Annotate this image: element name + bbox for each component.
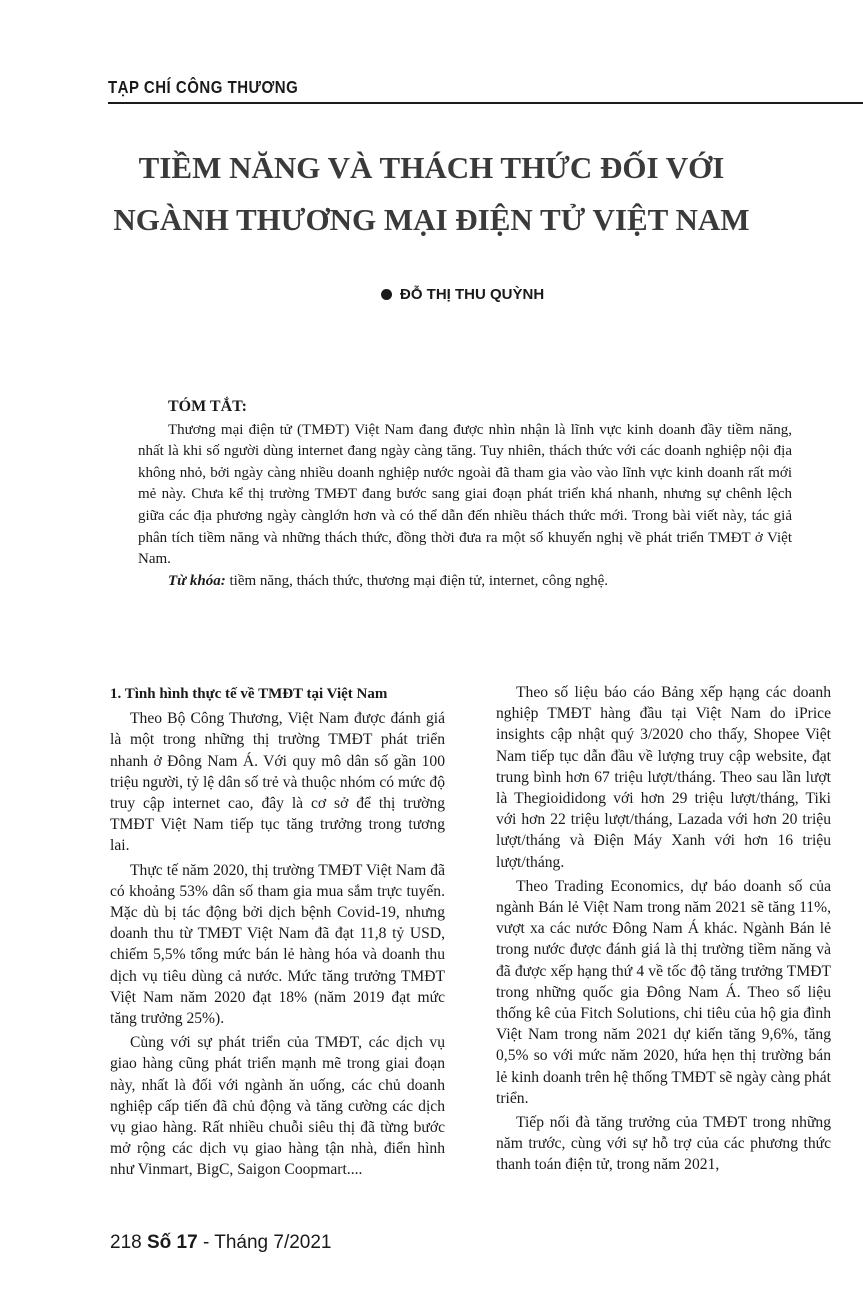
issue-date: - Tháng 7/2021	[202, 1232, 332, 1253]
keywords-label: Từ khóa:	[168, 572, 226, 589]
paragraph: Theo Bộ Công Thương, Việt Nam được đánh giá là một trong những thị trường TMĐT phát triển nhanh ở Đông Nam Á. Với quy mô dân số gần 100 triệu người, tỷ lệ dân số trẻ và thuộc nhóm có mức độ truy cập internet cao, đây là cơ sở để thị trường TMĐT Việt Nam tiếp tục tăng trưởng trong tương lai.	[110, 710, 445, 855]
abstract-body: Thương mại điện tử (TMĐT) Việt Nam đang được nhìn nhận là lĩnh vực kinh doanh đầy tiềm năng, nhất là khi số người dùng internet đang ngày càng tăng. Tuy nhiên, thách thức với các doanh nghiệp nội địa không nhỏ, bởi ngày càng nhiều doanh nghiệp nước ngoài đã tham gia vào vào lĩnh vực kinh doanh rất mới mẻ này. Chưa kể thị trường TMĐT đang bước sang giai đoạn phát triển khá nhanh, nhưng sự chênh lệch giữa các địa phương ngày cànglớn hơn và có thể dẫn đến nhiều thách thức mới. Trong bài viết này, tác giả phân tích tiềm năng và những thách thức, đồng thời đưa ra một số khuyến nghị về phát triển TMĐT ở Việt Nam.	[138, 421, 792, 568]
article-title	[0, 142, 863, 246]
journal-header: TẠP CHÍ CÔNG THƯƠNG	[108, 78, 299, 98]
bullet-icon	[381, 289, 392, 300]
abstract-heading: TÓM TẮT:	[168, 398, 247, 415]
paragraph: Tiếp nối đà tăng trưởng của TMĐT trong những năm trước, cùng với sự hỗ trợ của các phương thức thanh toán điện tử, trong năm 2021,	[496, 1114, 831, 1174]
author-name: ĐỖ THỊ THU QUỲNH	[400, 286, 545, 303]
title-line-2: NGÀNH THƯƠNG MẠI ĐIỆN TỬ VIỆT NAM	[113, 202, 750, 237]
paragraph: Thực tế năm 2020, thị trường TMĐT Việt Nam đã có khoảng 53% dân số tham gia mua sắm trực tuyến. Mặc dù bị tác động bởi dịch bệnh Covid-19, nhưng doanh thu từ TMĐT Việt Nam đã đạt 11,8 tỷ USD, chiếm 5,5% tổng mức bán lẻ hàng hóa và doanh thu dịch vụ tiêu dùng cả nước. Mức tăng trưởng TMĐT Việt Nam năm 2020 đạt 18% (năm 2019 đạt mức tăng trưởng 25%).	[110, 861, 445, 1028]
left-column	[110, 682, 445, 1184]
header-rule	[108, 102, 863, 104]
page-number: 218	[110, 1232, 142, 1253]
author-byline	[381, 286, 544, 303]
abstract-section	[138, 396, 792, 592]
issue-number: Số 17	[146, 1232, 198, 1253]
right-column	[496, 682, 831, 1179]
paragraph: Cùng với sự phát triển của TMĐT, các dịch vụ giao hàng cũng phát triển mạnh mẽ trong giai đoạn này, nhất là đối với ngành ăn uống, các chủ doanh nghiệp cấp tiến đã chủ động và tăng cường các dịch vụ giao hàng. Rất nhiều chuỗi siêu thị đã từng bước mở rộng các dịch vụ giao hàng tận nhà, điển hình như Vinmart, BigC, Saigon Coopmart....	[110, 1034, 445, 1179]
paragraph: Theo số liệu báo cáo Bảng xếp hạng các doanh nghiệp TMĐT hàng đầu tại Việt Nam do iPrice insights cập nhật quý 3/2020 cho thấy, Shopee Việt Nam tiếp tục dẫn đầu về lượng truy cập website, đạt trung bình hơn 67 triệu lượt/tháng. Theo sau lần lượt là Thegioididong với hơn 29 triệu lượt/tháng, Tiki với hơn 22 triệu lượt/tháng, Lazada với hơn 20 triệu lượt/tháng và Điện Máy Xanh với hơn 16 triệu lượt/tháng.	[496, 684, 831, 871]
section-heading: 1. Tình hình thực tế về TMĐT tại Việt Nam	[110, 686, 388, 702]
keywords-text: tiềm năng, thách thức, thương mại điện tử, internet, công nghệ.	[229, 572, 608, 589]
keywords-line	[138, 571, 792, 593]
title-line-1: TIỀM NĂNG VÀ THÁCH THỨC ĐỐI VỚI	[138, 150, 725, 185]
page-footer	[110, 1232, 332, 1254]
paragraph: Theo Trading Economics, dự báo doanh số của ngành Bán lẻ Việt Nam trong năm 2021 sẽ tăng 11%, vượt xa các nước Đông Nam Á khác. Ngành Bán lẻ trong nước được đánh giá là thị trường tiềm năng và đã được xếp hạng thứ 4 về tốc độ tăng trưởng TMĐT trong những quốc gia Đông Nam Á. Theo số liệu thống kê của Fitch Solutions, chi tiêu của hộ gia đình Việt Nam trong năm 2021 dự kiến tăng 9,6%, tăng 0,5% so với mức năm 2020, hứa hẹn thị trường bán lẻ kinh doanh trên hệ thống TMĐT sẽ ngày càng phát triển.	[496, 877, 831, 1107]
